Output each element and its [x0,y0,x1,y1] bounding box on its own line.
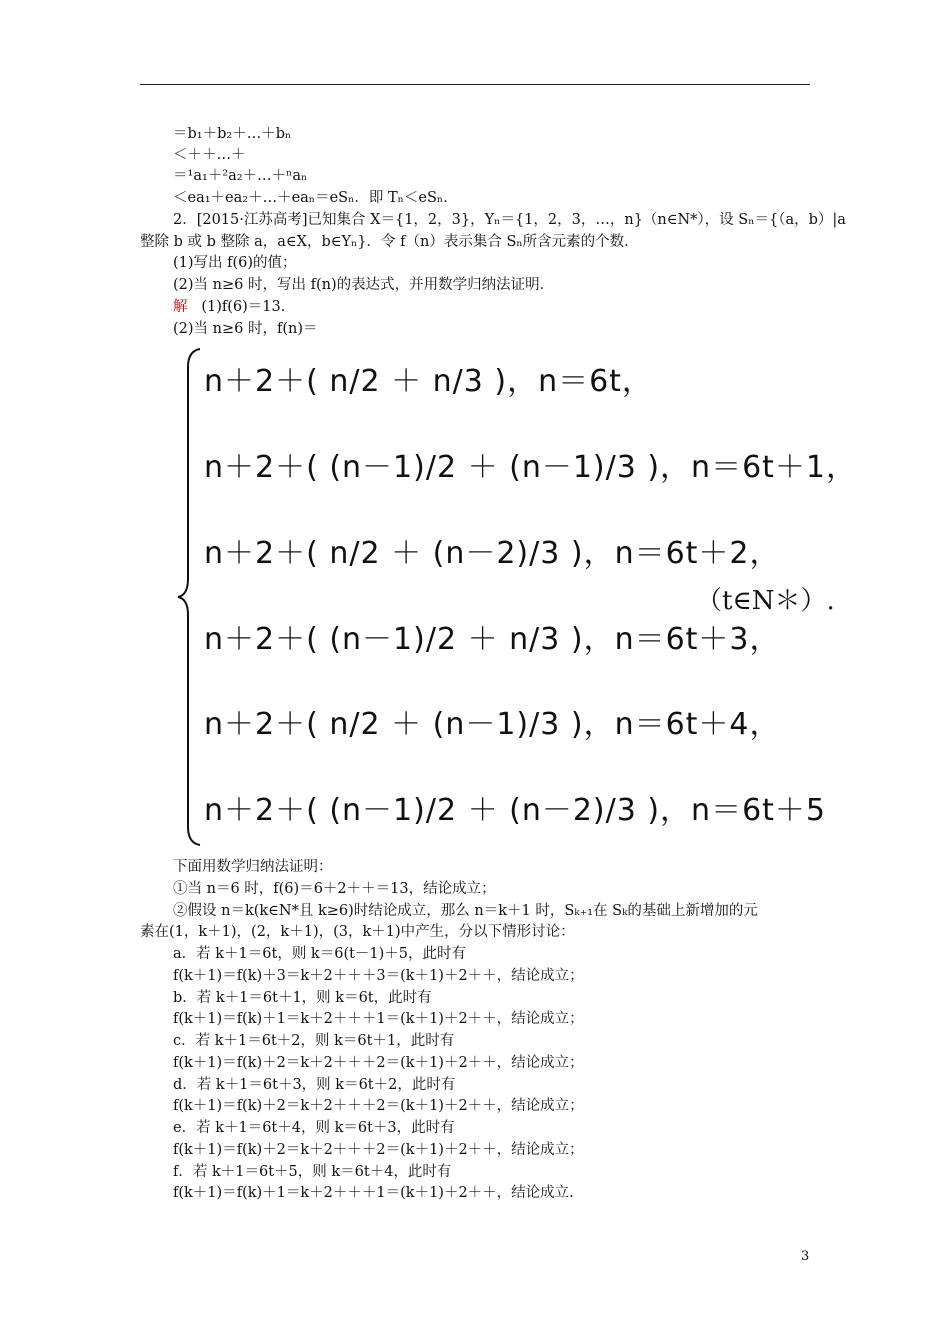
induction-intro: 下面用数学归纳法证明： [173,859,333,875]
induction-hypothesis: ②假设 n＝k(k∈N*且 k≥6)时结论成立，那么 n＝k＋1 时，Sₖ₊₁在 Sₖ的基础上新增加的元 [173,903,758,919]
case-f-result: f(k＋1)＝f(k)＋1＝k＋2＋＋＋1＝(k＋1)＋2＋＋，结论成立. [173,1185,574,1201]
question-2: (2)当 n≥6 时，写出 f(n)的表达式，并用数学归纳法证明． [173,277,555,293]
case-a-condition: a．若 k＋1＝6t，则 k＝6(t－1)＋5，此时有 [173,946,467,962]
case-c-result: f(k＋1)＝f(k)＋2＝k＋2＋＋＋2＝(k＋1)＋2＋＋，结论成立； [173,1055,584,1071]
header-rule [140,84,810,85]
case-a-result: f(k＋1)＝f(k)＋3＝k＋2＋＋＋3＝(k＋1)＋2＋＋，结论成立； [173,968,584,984]
case-6t-plus-3: n＋2＋( (n－1)/2 ＋ n/3 )，n＝6t＋3， [204,622,781,657]
induction-hypothesis-cont: 素在(1，k＋1)，(2，k＋1)，(3，k＋1)中产生，分以下情形讨论： [140,924,575,940]
case-6t-plus-4: n＋2＋( n/2 ＋ (n－1)/3 )，n＝6t＋4， [204,707,781,742]
case-f-condition: f．若 k＋1＝6t＋5，则 k＝6t＋4，此时有 [173,1164,452,1180]
question-1: (1)写出 f(6)的值； [173,255,297,271]
problem-2-statement-cont: 整除 b 或 b 整除 a，a∈X，b∈Yₙ}．令 f（n）表示集合 Sₙ所含元素的个数． [140,234,639,250]
case-d-condition: d．若 k＋1＝6t＋3，则 k＝6t＋2，此时有 [173,1077,456,1093]
case-e-result: f(k＋1)＝f(k)＋2＝k＋2＋＋＋2＝(k＋1)＋2＋＋，结论成立； [173,1142,584,1158]
case-6t: n＋2＋( n/2 ＋ n/3 )，n＝6t， [204,364,653,399]
induction-base: ①当 n＝6 时，f(6)＝6＋2＋＋＝13，结论成立； [173,881,496,897]
t-domain: （t∈N＊）. [696,586,835,616]
answer-2-intro: (2)当 n≥6 时，f(n)＝ [173,321,318,337]
solution-label: 解 [173,299,188,315]
proof-line-2: ＜＋＋…＋ [173,147,246,163]
proof-line-4: ＜ea₁＋ea₂＋…＋eaₙ＝eSₙ．即 Tₙ＜eSₙ． [173,190,458,206]
case-b-condition: b．若 k＋1＝6t＋1，则 k＝6t，此时有 [173,990,432,1006]
problem-2-statement: 2．[2015·江苏高考]已知集合 X＝{1，2，3}，Yₙ＝{1，2，3，…，n}（n∈N*），设 Sₙ＝{（a，b）|a [173,212,846,228]
case-6t-plus-1: n＋2＋( (n－1)/2 ＋ (n－1)/3 )，n＝6t＋1， [204,450,858,485]
proof-line-1: ＝b₁＋b₂＋…＋bₙ [173,126,292,142]
case-e-condition: e．若 k＋1＝6t＋4，则 k＝6t＋3，此时有 [173,1120,455,1136]
case-6t-plus-2: n＋2＋( n/2 ＋ (n－2)/3 )，n＝6t＋2， [204,536,781,571]
case-c-condition: c．若 k＋1＝6t＋2，则 k＝6t＋1，此时有 [173,1033,455,1049]
case-b-result: f(k＋1)＝f(k)＋1＝k＋2＋＋＋1＝(k＋1)＋2＋＋，结论成立； [173,1011,584,1027]
answer-1: (1)f(6)＝13. [201,299,286,315]
case-6t-plus-5: n＋2＋( (n－1)/2 ＋ (n－2)/3 )，n＝6t＋5 [204,793,827,828]
proof-line-3: ＝¹a₁＋²a₂＋…＋ⁿaₙ [173,168,308,184]
answer-1-line [173,298,285,316]
left-brace [176,347,206,847]
page-number: 3 [801,1249,810,1264]
case-d-result: f(k＋1)＝f(k)＋2＝k＋2＋＋＋2＝(k＋1)＋2＋＋，结论成立； [173,1098,584,1114]
